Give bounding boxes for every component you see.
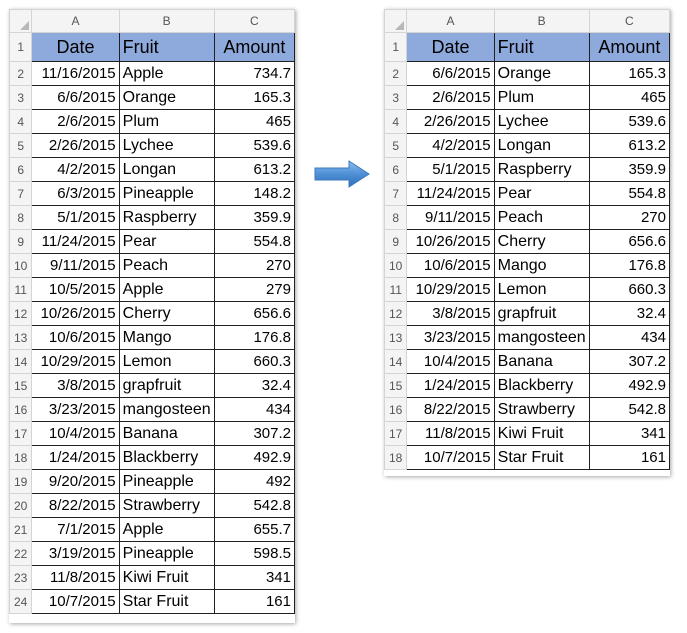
row-header[interactable]: 2 [385,62,407,86]
row-header[interactable]: 18 [10,446,32,470]
date-cell[interactable]: 3/8/2015 [407,302,494,326]
left-data-rows [10,62,295,614]
fruit-cell[interactable]: Strawberry [494,398,589,422]
date-cell[interactable]: 10/7/2015 [32,590,119,614]
date-cell[interactable]: 10/6/2015 [407,254,494,278]
row-header[interactable]: 15 [10,374,32,398]
fruit-cell[interactable]: Plum [119,110,214,134]
fruit-cell[interactable]: Pear [119,230,214,254]
table-row [10,470,295,494]
table-row [10,62,295,86]
select-all-corner[interactable] [385,10,407,33]
table-row [385,182,670,206]
table-row [385,446,670,470]
date-cell[interactable]: 10/6/2015 [32,326,119,350]
fruit-cell[interactable]: Peach [494,206,589,230]
fruit-cell[interactable]: Apple [119,278,214,302]
date-cell[interactable]: 3/23/2015 [32,398,119,422]
fruit-cell[interactable]: Kiwi Fruit [494,422,589,446]
right-data-rows [385,62,670,470]
amount-cell[interactable]: 270 [214,254,294,278]
date-cell[interactable]: 4/2/2015 [32,158,119,182]
row-header[interactable]: 9 [385,230,407,254]
amount-cell[interactable]: 613.2 [589,134,669,158]
date-cell[interactable]: 3/19/2015 [32,542,119,566]
amount-cell[interactable]: 307.2 [214,422,294,446]
date-cell[interactable]: 10/5/2015 [32,278,119,302]
fruit-cell[interactable]: Peach [119,254,214,278]
table-row [10,398,295,422]
row-header[interactable]: 13 [10,326,32,350]
fruit-cell[interactable]: Star Fruit [494,446,589,470]
table-row [10,566,295,590]
row-header[interactable]: 2 [10,62,32,86]
date-cell[interactable]: 9/11/2015 [407,206,494,230]
amount-cell[interactable]: 554.8 [589,182,669,206]
column-header-b[interactable]: B [494,10,589,33]
date-cell[interactable]: 11/16/2015 [32,62,119,86]
table-row [10,590,295,614]
date-cell[interactable]: 8/22/2015 [407,398,494,422]
table-row [385,134,670,158]
fruit-cell[interactable]: Longan [494,134,589,158]
amount-cell[interactable]: 341 [214,566,294,590]
date-cell[interactable]: 1/24/2015 [32,446,119,470]
date-cell[interactable]: 11/8/2015 [32,566,119,590]
date-cell[interactable]: 10/26/2015 [407,230,494,254]
table-row [10,446,295,470]
date-cell[interactable]: 5/1/2015 [32,206,119,230]
amount-cell[interactable]: 492 [214,470,294,494]
date-cell[interactable]: 3/23/2015 [407,326,494,350]
row-header[interactable]: 6 [10,158,32,182]
amount-cell[interactable]: 542.8 [214,494,294,518]
row-header[interactable]: 10 [10,254,32,278]
row-header[interactable]: 17 [385,422,407,446]
fruit-cell[interactable]: grapfruit [119,374,214,398]
table-row [385,206,670,230]
amount-cell[interactable]: 539.6 [214,134,294,158]
date-cell[interactable]: 6/3/2015 [32,182,119,206]
amount-cell[interactable]: 656.6 [214,302,294,326]
row-header[interactable]: 6 [385,158,407,182]
fruit-cell[interactable]: Plum [494,86,589,110]
fruit-cell[interactable]: Apple [119,518,214,542]
table-row [10,110,295,134]
select-all-corner[interactable] [10,10,32,33]
row-header[interactable]: 15 [385,374,407,398]
amount-cell[interactable]: 465 [214,110,294,134]
date-cell[interactable]: 10/4/2015 [32,422,119,446]
fruit-cell[interactable]: Star Fruit [119,590,214,614]
fruit-cell[interactable]: Pineapple [119,182,214,206]
row-header[interactable]: 21 [10,518,32,542]
fruit-cell[interactable]: Strawberry [119,494,214,518]
row-header[interactable]: 16 [385,398,407,422]
amount-cell[interactable]: 307.2 [589,350,669,374]
amount-cell[interactable]: 656.6 [589,230,669,254]
left-grid [9,9,295,614]
date-cell[interactable]: 10/29/2015 [32,350,119,374]
table-row [385,62,670,86]
amount-cell[interactable]: 359.9 [214,206,294,230]
table-row [10,182,295,206]
table-row [10,302,295,326]
fruit-cell[interactable]: Kiwi Fruit [119,566,214,590]
row-header[interactable]: 18 [385,446,407,470]
header-cell-date[interactable]: Date [32,33,119,62]
table-row [385,254,670,278]
amount-cell[interactable]: 32.4 [589,302,669,326]
fruit-cell[interactable]: Pineapple [119,542,214,566]
amount-cell[interactable]: 492.9 [214,446,294,470]
amount-cell[interactable]: 176.8 [589,254,669,278]
row-header[interactable]: 5 [385,134,407,158]
date-cell[interactable]: 9/20/2015 [32,470,119,494]
table-row [10,86,295,110]
table-row [385,350,670,374]
table-row [10,542,295,566]
amount-cell[interactable]: 734.7 [214,62,294,86]
fruit-cell[interactable]: Cherry [494,230,589,254]
row-header[interactable]: 20 [10,494,32,518]
row-header[interactable]: 10 [385,254,407,278]
row-header[interactable]: 7 [10,182,32,206]
amount-cell[interactable]: 148.2 [214,182,294,206]
row-header[interactable]: 9 [10,230,32,254]
header-cell-amount[interactable]: Amount [589,33,669,62]
fruit-cell[interactable]: Orange [494,62,589,86]
row-header[interactable]: 3 [385,86,407,110]
row-header[interactable]: 1 [385,33,407,62]
table-row [385,374,670,398]
fruit-cell[interactable]: Raspberry [494,158,589,182]
row-header[interactable]: 5 [10,134,32,158]
amount-cell[interactable]: 539.6 [589,110,669,134]
date-cell[interactable]: 2/26/2015 [407,110,494,134]
arrow-right-icon [313,159,371,189]
date-cell[interactable]: 11/24/2015 [407,182,494,206]
fruit-cell[interactable]: Lemon [119,350,214,374]
column-header-c[interactable]: C [589,10,669,33]
right-spreadsheet [384,9,670,476]
date-cell[interactable]: 10/4/2015 [407,350,494,374]
fruit-cell[interactable]: Pear [494,182,589,206]
fruit-cell[interactable]: mangosteen [119,398,214,422]
fruit-cell[interactable]: Blackberry [494,374,589,398]
row-header[interactable]: 16 [10,398,32,422]
amount-cell[interactable]: 341 [589,422,669,446]
header-cell-date[interactable]: Date [407,33,494,62]
date-cell[interactable]: 4/2/2015 [407,134,494,158]
amount-cell[interactable]: 613.2 [214,158,294,182]
fruit-cell[interactable]: Raspberry [119,206,214,230]
row-header[interactable]: 17 [10,422,32,446]
table-row [10,254,295,278]
amount-cell[interactable]: 660.3 [214,350,294,374]
column-header-c[interactable]: C [214,10,294,33]
amount-cell[interactable]: 359.9 [589,158,669,182]
row-header[interactable]: 22 [10,542,32,566]
column-header-a[interactable]: A [32,10,119,33]
amount-cell[interactable]: 434 [214,398,294,422]
fruit-cell[interactable]: Lychee [494,110,589,134]
amount-cell[interactable]: 554.8 [214,230,294,254]
table-row [385,278,670,302]
table-row [10,326,295,350]
date-cell[interactable]: 1/24/2015 [407,374,494,398]
fruit-cell[interactable]: Cherry [119,302,214,326]
right-grid [384,9,670,470]
row-header[interactable]: 4 [385,110,407,134]
date-cell[interactable]: 6/6/2015 [407,62,494,86]
row-header[interactable]: 14 [10,350,32,374]
row-header[interactable]: 3 [10,86,32,110]
date-cell[interactable]: 10/29/2015 [407,278,494,302]
amount-cell[interactable]: 655.7 [214,518,294,542]
date-cell[interactable]: 3/8/2015 [32,374,119,398]
row-header[interactable]: 13 [385,326,407,350]
date-cell[interactable]: 11/24/2015 [32,230,119,254]
date-cell[interactable]: 5/1/2015 [407,158,494,182]
header-cell-amount[interactable]: Amount [214,33,294,62]
amount-cell[interactable]: 434 [589,326,669,350]
fruit-cell[interactable]: Longan [119,158,214,182]
row-header[interactable]: 12 [385,302,407,326]
table-row [10,206,295,230]
amount-cell[interactable]: 161 [214,590,294,614]
row-header[interactable]: 7 [385,182,407,206]
date-cell[interactable]: 8/22/2015 [32,494,119,518]
fruit-cell[interactable]: Mango [119,326,214,350]
amount-cell[interactable]: 176.8 [214,326,294,350]
fruit-cell[interactable]: grapfruit [494,302,589,326]
row-header[interactable]: 23 [10,566,32,590]
fruit-cell[interactable]: Banana [494,350,589,374]
row-header[interactable]: 4 [10,110,32,134]
fruit-cell[interactable]: mangosteen [494,326,589,350]
table-row [385,230,670,254]
fruit-cell[interactable]: Apple [119,62,214,86]
table-row [385,302,670,326]
amount-cell[interactable]: 161 [589,446,669,470]
fruit-cell[interactable]: Pineapple [119,470,214,494]
table-row [10,518,295,542]
fruit-cell[interactable]: Lychee [119,134,214,158]
table-row [10,158,295,182]
table-row [10,230,295,254]
date-cell[interactable]: 7/1/2015 [32,518,119,542]
left-spreadsheet [9,9,295,623]
row-header[interactable]: 8 [10,206,32,230]
column-header-b[interactable]: B [119,10,214,33]
table-row [10,422,295,446]
row-header[interactable]: 14 [385,350,407,374]
table-row [10,278,295,302]
row-header[interactable]: 1 [10,33,32,62]
amount-cell[interactable]: 598.5 [214,542,294,566]
date-cell[interactable]: 9/11/2015 [32,254,119,278]
row-header[interactable]: 19 [10,470,32,494]
date-cell[interactable]: 10/7/2015 [407,446,494,470]
fruit-cell[interactable]: Banana [119,422,214,446]
amount-cell[interactable]: 270 [589,206,669,230]
table-row [385,86,670,110]
table-row [385,422,670,446]
row-header[interactable]: 12 [10,302,32,326]
table-row [385,110,670,134]
amount-cell[interactable]: 32.4 [214,374,294,398]
table-row [385,398,670,422]
fruit-cell[interactable]: Lemon [494,278,589,302]
date-cell[interactable]: 11/8/2015 [407,422,494,446]
table-row [10,350,295,374]
amount-cell[interactable]: 165.3 [214,86,294,110]
column-header-a[interactable]: A [407,10,494,33]
amount-cell[interactable]: 165.3 [589,62,669,86]
table-row [10,374,295,398]
amount-cell[interactable]: 660.3 [589,278,669,302]
fruit-cell[interactable]: Orange [119,86,214,110]
date-cell[interactable]: 2/6/2015 [407,86,494,110]
fruit-cell[interactable]: Mango [494,254,589,278]
amount-cell[interactable]: 492.9 [589,374,669,398]
fruit-cell[interactable]: Blackberry [119,446,214,470]
row-header[interactable]: 11 [385,278,407,302]
table-row [385,326,670,350]
table-row [385,158,670,182]
date-cell[interactable]: 10/26/2015 [32,302,119,326]
date-cell[interactable]: 6/6/2015 [32,86,119,110]
row-header[interactable]: 24 [10,590,32,614]
table-row [10,494,295,518]
table-row [10,134,295,158]
amount-cell[interactable]: 465 [589,86,669,110]
date-cell[interactable]: 2/6/2015 [32,110,119,134]
amount-cell[interactable]: 542.8 [589,398,669,422]
amount-cell[interactable]: 279 [214,278,294,302]
header-cell-fruit[interactable]: Fruit [494,33,589,62]
header-cell-fruit[interactable]: Fruit [119,33,214,62]
date-cell[interactable]: 2/26/2015 [32,134,119,158]
row-header[interactable]: 8 [385,206,407,230]
row-header[interactable]: 11 [10,278,32,302]
